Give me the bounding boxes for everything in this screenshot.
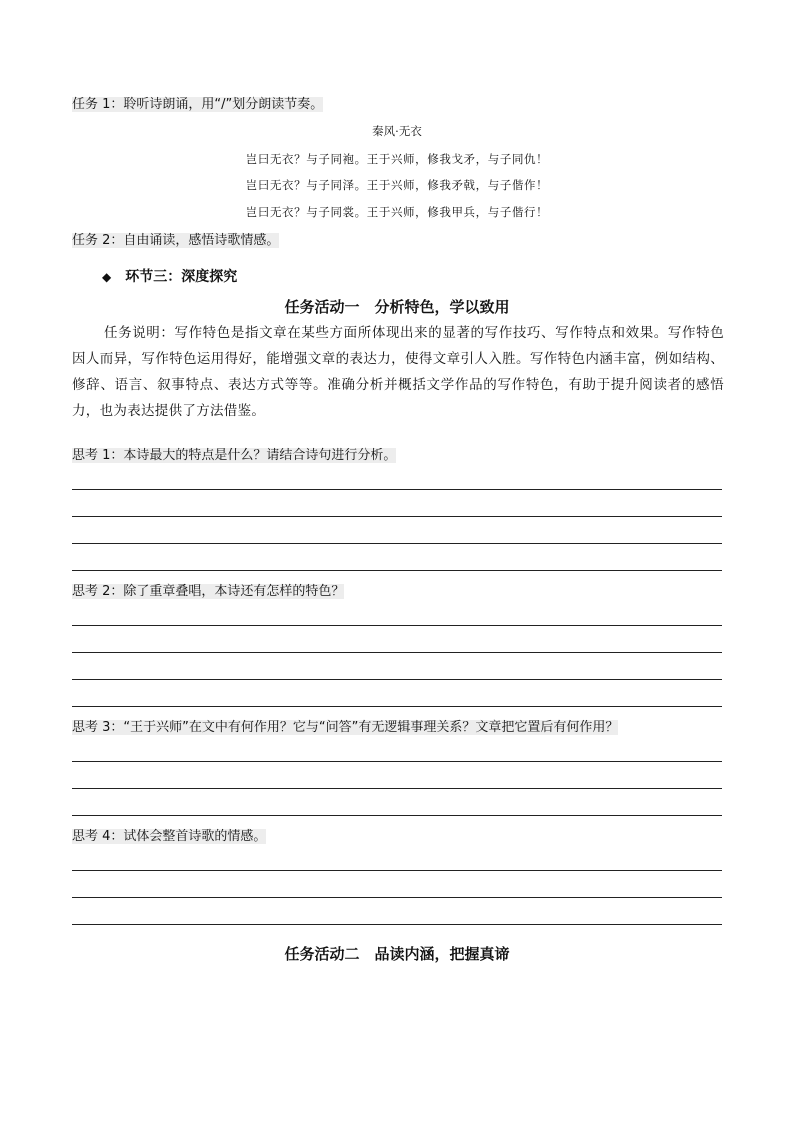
answer-line[interactable] [72,924,722,925]
answer-line[interactable] [72,652,722,653]
question-1-text: 思考 1：本诗最大的特点是什么？请结合诗句进行分析。 [72,448,397,463]
activity-2-heading: 任务活动二 品读内涵，把握真谛 [284,945,510,963]
task-1-line [72,96,323,114]
activity-1-heading: 任务活动一 分析特色，学以致用 [284,298,510,316]
answer-line[interactable] [72,489,722,490]
answer-line[interactable] [72,897,722,898]
task-description: 任务说明：写作特色是指文章在某些方面所体现出来的显著的写作技巧、写作特点和效果。写作特色因人而异，写作特色运用得好，能增强文章的表达力，使得文章引人入胜。写作特色内涵丰富，例如结构、修辞、语言、叙事特点、表达方式等等。准确分析并概括文学作品的写作特色，有助于提升阅读者的感悟力，也为表达提供了方法借鉴。 [72,325,724,419]
question-2-line [72,583,344,601]
answer-line[interactable] [72,761,722,762]
question-4-line [72,828,266,846]
answer-line[interactable] [72,706,722,707]
question-3-line [72,719,618,737]
answer-line[interactable] [72,815,722,816]
poem-line-2: 岂曰无衣？与子同泽。王于兴师，修我矛戟，与子偕作！ [245,178,549,192]
question-2-text: 思考 2：除了重章叠唱，本诗还有怎样的特色？ [72,584,345,599]
question-4-text: 思考 4：试体会整首诗歌的情感。 [72,829,267,844]
question-3-text: 思考 3：“王于兴师”在文中有何作用？它与“问答”有无逻辑事理关系？文章把它置后有何作用？ [72,720,619,735]
poem-line-3: 岂曰无衣？与子同裳。王于兴师，修我甲兵，与子偕行！ [245,205,549,219]
answer-line[interactable] [72,516,722,517]
answer-line[interactable] [72,788,722,789]
answer-line[interactable] [72,570,722,571]
question-1-line [72,447,396,465]
answer-line[interactable] [72,625,722,626]
task-2-line [72,232,279,250]
section-title: 环节三：深度探究 [125,269,238,285]
answer-line[interactable] [72,543,722,544]
poem-line-1: 岂曰无衣？与子同袍。王于兴师，修我戈矛，与子同仇！ [245,152,549,166]
answer-line[interactable] [72,870,722,871]
task-1-text: 任务 1：聆听诗朗诵，用“/”划分朗读节奏。 [72,97,324,112]
task-2-text: 任务 2：自由诵读，感悟诗歌情感。 [72,233,280,248]
section-heading [102,266,237,286]
diamond-bullet-icon: ◆ [102,270,112,284]
poem-title: 秦风·无衣 [372,124,422,138]
answer-line[interactable] [72,679,722,680]
